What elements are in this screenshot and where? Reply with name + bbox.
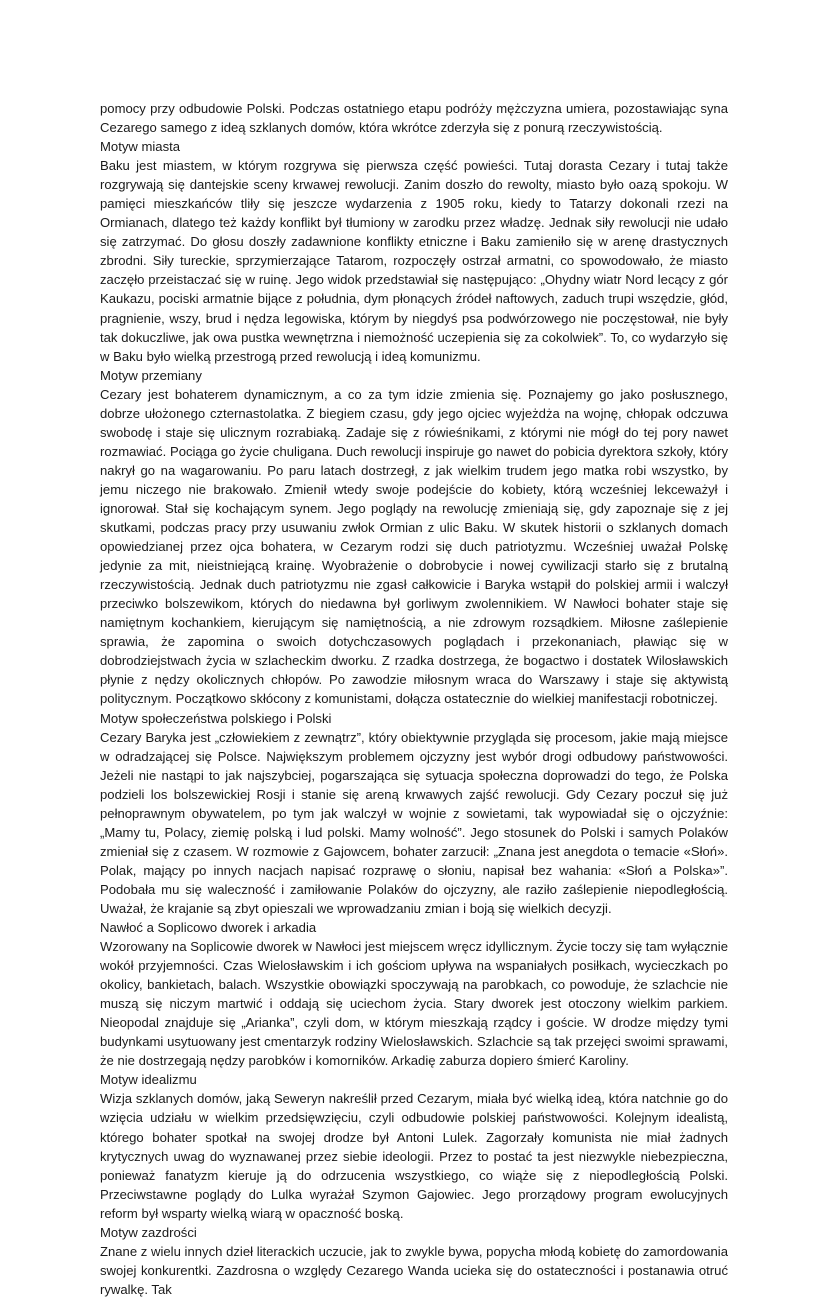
section-heading-motyw-zazdrosci: Motyw zazdrości	[100, 1224, 197, 1240]
paragraph-motyw-przemiany: Cezary jest bohaterem dynamicznym, a co za tym idzie zmienia się. Poznajemy go jako posłusznego, dobrze ułożonego czternastolatka. Z biegiem czasu, gdy jego ojciec wyjeżdża na wojnę, chłopak odczuwa swobodę i staje się ulicznym rozrabiaką. Zadaje się z rówieśnikami, z którymi nie mógł do tej pory nawet rozmawiać. Pociąga go życie chuligana. Duch rewolucji inspiruje go nawet do pobicia dyrektora szkoły, który nakrył go na wagarowaniu. Po paru latach dostrzegł, z jak wielkim trudem jego matka robi wszystko, by jemu niczego nie brakowało. Zmienił wtedy swoje podejście do kobiety, którą wcześniej lekceważył i ignorował. Stał się kochającym synem. Jego poglądy na rewolucję zmieniają się, gdy zapoznaje się z jej skutkami, podczas pracy przy usuwaniu zwłok Ormian z ulic Baku. W skutek historii o szklanych domach opowiedzianej przez ojca bohatera, w Cezarym rodzi się duch patriotyzmu. Wcześniej uważał Polskę jedynie za mit, nieistniejącą krainę. Wyobrażenie o dobrobycie i nowej cywilizacji starło się z brutalną rzeczywistością. Jednak duch patriotyzmu nie zgasł całkowicie i Baryka wstąpił do polskiej armii i walczył przeciwko bolszewikom, których do niedawna był gorliwym zwolennikiem. W Nawłoci bohater staje się namiętnym kochankiem, kierującym się namiętnością, a nie zdrowym rozsądkiem. Miłosne zaślepienie sprawia, że zapomina o swoich dotychczasowych poglądach i przekonaniach, pławiąc się w dobrodziejstwach życia w szlacheckim dworku. Z rzadka dostrzega, że bogactwo i dostatek Wilosławskich płynie z nędzy okolicznych chłopów. Po zawodzie miłosnym wraca do Warszawy i staje się aktywistą politycznym. Początkowo skłócony z komunistami, dołącza ostatecznie do wielkiej manifestacji robotniczej.	[100, 386, 728, 707]
section-heading-nawloc-soplicowo: Nawłoć a Soplicowo dworek i arkadia	[100, 920, 317, 936]
section-heading-motyw-idealizmu: Motyw idealizmu	[100, 1072, 197, 1088]
section-heading-motyw-spoleczenstwa: Motyw społeczeństwa polskiego i Polski	[100, 710, 332, 726]
paragraph-motyw-idealizmu: Wizja szklanych domów, jaką Seweryn nakreślił przed Cezarym, miała być wielką ideą, która natchnie go do wzięcia udziału w wielkim przedsięwzięciu, czyli odbudowie polskiej państwowości. Kolejnym idealistą, którego bohater spotkał na swojej drodze był Antoni Lulek. Zagorzały komunista nie miał żadnych krytycznych uwag do wyznawanej przez siebie ideologii. Przez to postać ta jest niezwykle niebezpieczna, ponieważ fanatyzm kieruje ją do odrzucenia wszystkiego, co wiąże się z niepodległością Polski. Przeciwstawne poglądy do Lulka wyrażał Szymon Gajowiec. Jego prorządowy program ewolucyjnych reform był wsparty wielką wiarą w opaczność boską.	[100, 1091, 728, 1221]
paragraph-intro: pomocy przy odbudowie Polski. Podczas ostatniego etapu podróży mężczyzna umiera, pozostawiając syna Cezarego samego z ideą szklanych domów, która wkrótce zderzyła się z ponurą rzeczywistością.	[100, 101, 728, 136]
section-heading-motyw-miasta: Motyw miasta	[100, 139, 181, 155]
paragraph-motyw-spoleczenstwa: Cezary Baryka jest „człowiekiem z zewnątrz”, który obiektywnie przygląda się procesom, jakie mają miejsce w odradzającej się Polsce. Największym problemem ojczyzny jest wybór drogi odbudowy państwowości. Jeżeli nie nastąpi to jak najszybciej, pogarszająca się sytuacja społeczna doprowadzi do tego, że Polska podzieli los bolszewickiej Rosji i stanie się areną krwawych zajść rewolucji. Gdy Cezary poczuł się już pełnoprawnym obywatelem, po tym jak walczył w wojnie z sowietami, tak wypowiadał się o ojczyźnie: „Mamy tu, Polacy, ziemię polską i lud polski. Mamy wolność”. Jego stosunek do Polski i samych Polaków zmieniał się z czasem. W rozmowie z Gajowcem, bohater zarzucił: „Znana jest anegdota o temacie «Słoń». Polak, mający po innych nacjach napisać rozprawę o słoniu, napisał bez wahania: «Słoń a Polska»”. Podobała mu się waleczność i zamiłowanie Polaków do ojczyzny, ale raziło zaślepienie niepodległością. Uważał, że krajanie są zbyt opieszali we wprowadzaniu zmian i boją się wielkich decyzji.	[100, 729, 728, 916]
paragraph-nawloc-soplicowo: Wzorowany na Soplicowie dworek w Nawłoci jest miejscem wręcz idyllicznym. Życie toczy się tam wyłącznie wokół przyjemności. Czas Wielosławskim i ich gościom upływa na wspaniałych posiłkach, wycieczkach po okolicy, bankietach, balach. Wszystkie obowiązki spoczywają na parobkach, co powoduje, że szlachcie nie muszą się niczym martwić i oddają się uciechom życia. Stary dworek jest otoczony wielkim parkiem. Nieopodal znajduje się „Arianka”, czyli dom, w którym mieszkają rządcy i goście. W drodze między tymi budynkami usytuowany jest cmentarzyk rodziny Wielosławskich. Szlachcie są tak przejęci swoimi sprawami, że nie dostrzegają nędzy parobków i komorników. Arkadię zaburza dopiero śmierć Karoliny.	[100, 939, 728, 1069]
paragraph-motyw-zazdrosci: Znane z wielu innych dzieł literackich uczucie, jak to zwykle bywa, popycha młodą kobietę do zamordowania swojej konkurentki. Zazdrosna o względy Cezarego Wanda ucieka się do ostateczności i postanawia otruć rywalkę. Tak	[100, 1243, 728, 1297]
section-heading-motyw-przemiany: Motyw przemiany	[100, 367, 202, 383]
paragraph-motyw-miasta: Baku jest miastem, w którym rozgrywa się pierwsza część powieści. Tutaj dorasta Cezary i tutaj także rozgrywają się dantejskie sceny krwawej rewolucji. Zanim doszło do rewolty, miasto było oazą spokoju. W pamięci mieszkańców tliły się jeszcze wydarzenia z 1905 roku, kiedy to Tatarzy dokonali rzezi na Ormianach, dlatego też każdy konflikt był tłumiony w zarodku przez władzę. Jednak siły rewolucji nie udało się zatrzymać. Do głosu doszły zadawnione konflikty etniczne i Baku zamieniło się w arenę drastycznych zbrodni. Siły tureckie, sprzymierzające Tatarom, rozpoczęły ostrzał armatni, co spowodowało, że miasto zaczęło przeistaczać się w ruinę. Jego widok przedstawiał się następująco: „Ohydny wiatr Nord lecący z gór Kaukazu, pociski armatnie bijące z południa, dym płonących źródeł naftowych, zaduch trupi wszędzie, głód, pragnienie, wszy, brud i nędza legowiska, którym by niegdyś psa podwórzowego nie poczęstował, nie były tak dokuczliwe, jak owa pustka wewnętrzna i niemożność uczepienia się za cokolwiek”. To, co wydarzyło się w Baku było wielką przestrogą przed rewolucją i ideą komunizmu.	[100, 158, 728, 364]
